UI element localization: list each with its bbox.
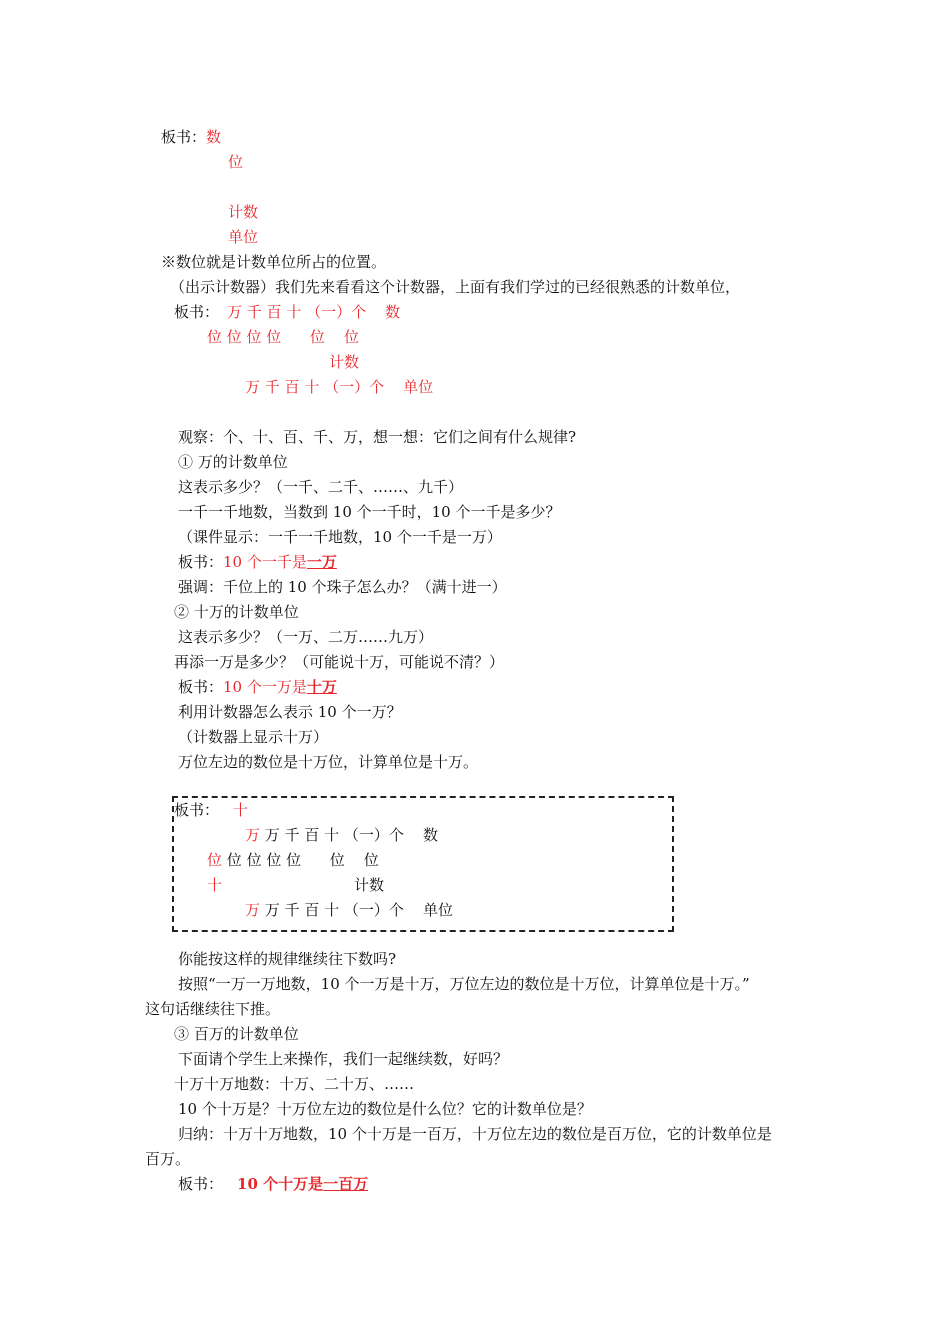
- section3-p2a: 归纳：十万十万地数，10 个十万是一百万，十万位左边的数位是百万位，它的计数单位是: [178, 1125, 772, 1143]
- table1-row2: 位 位 位 位 位 位: [207, 328, 359, 346]
- section1-q2: 一千一千地数，当数到 10 个一千时，10 个一千是多少？: [178, 503, 561, 521]
- section3-p2b: 百万。: [145, 1150, 191, 1168]
- section1-q1: 这表示多少？（一千、二千、……、九千）: [178, 478, 464, 496]
- section3-q2: 下面请个学生上来操作，我们一起继续数，好吗？: [178, 1050, 509, 1068]
- table1-row4: 万 千 百 十 （一）个 单位: [245, 378, 434, 396]
- section3-heading: ③ 百万的计数单位: [174, 1025, 299, 1043]
- section3-p1a: 按照“一万一万地数，10 个一万是十万，万位左边的数位是十万位，计算单位是十万。”: [178, 975, 750, 993]
- table1-row1: 板书： 万 千 百 十 （一）个 数: [174, 303, 401, 321]
- section2-q3: 利用计数器怎么表示 10 个一万？: [178, 703, 402, 721]
- table1-row3: 计数: [329, 353, 360, 371]
- table2-shi-left: 十: [207, 876, 223, 894]
- section3-q3: 十万十万地数：十万、二十万、……: [174, 1075, 415, 1093]
- section3-board: 板书： 10 个十万是一百万: [178, 1175, 369, 1193]
- table2-row4: 万 万 千 百 十 （一）个 单位: [245, 901, 453, 919]
- section2-q1: 这表示多少？（一万、二万……九万）: [178, 628, 434, 646]
- intro-line: （出示计数器）我们先来看看这个计数器，上面有我们学过的已经很熟悉的计数单位，: [170, 278, 741, 296]
- table2-label: 板书： 十: [174, 801, 249, 819]
- note-line: ※数位就是计数单位所占的位置。: [161, 253, 387, 271]
- section1-heading: ① 万的计数单位: [178, 453, 288, 471]
- section3-p1b: 这句话继续往下推。: [145, 1000, 281, 1018]
- board-label: 板书：数: [161, 128, 222, 146]
- board-wei: 位: [228, 153, 244, 171]
- table2-row3: 计数: [354, 876, 385, 894]
- board-jishu: 计数: [228, 203, 259, 221]
- section1-courseware: （课件显示：一千一千地数，10 个一千是一万）: [178, 528, 502, 546]
- section2-q2: 再添一万是多少？（可能说十万，可能说不清？）: [174, 653, 505, 671]
- table2-row2: 位 位 位 位 位 位 位: [207, 851, 379, 869]
- table2-row1: 万 万 千 百 十 （一）个 数: [245, 826, 438, 844]
- section2-board: 板书：10 个一万是十万: [178, 678, 337, 696]
- section2-q5: 万位左边的数位是十万位，计算单位是十万。: [178, 753, 479, 771]
- section2-heading: ② 十万的计数单位: [174, 603, 299, 621]
- section3-q4: 10 个十万是？十万位左边的数位是什么位？它的计数单位是？: [178, 1100, 592, 1118]
- board-shu: 数: [206, 128, 222, 146]
- board-danwei: 单位: [228, 228, 259, 246]
- section1-board: 板书：10 个一千是一万: [178, 553, 337, 571]
- section1-emphasis: 强调：千位上的 10 个珠子怎么办？（满十进一）: [178, 578, 507, 596]
- section3-q1: 你能按这样的规律继续往下数吗?: [178, 950, 397, 968]
- section2-q4: （计数器上显示十万）: [178, 728, 329, 746]
- observe-line: 观察：个、十、百、千、万，想一想：它们之间有什么规律?: [178, 428, 577, 446]
